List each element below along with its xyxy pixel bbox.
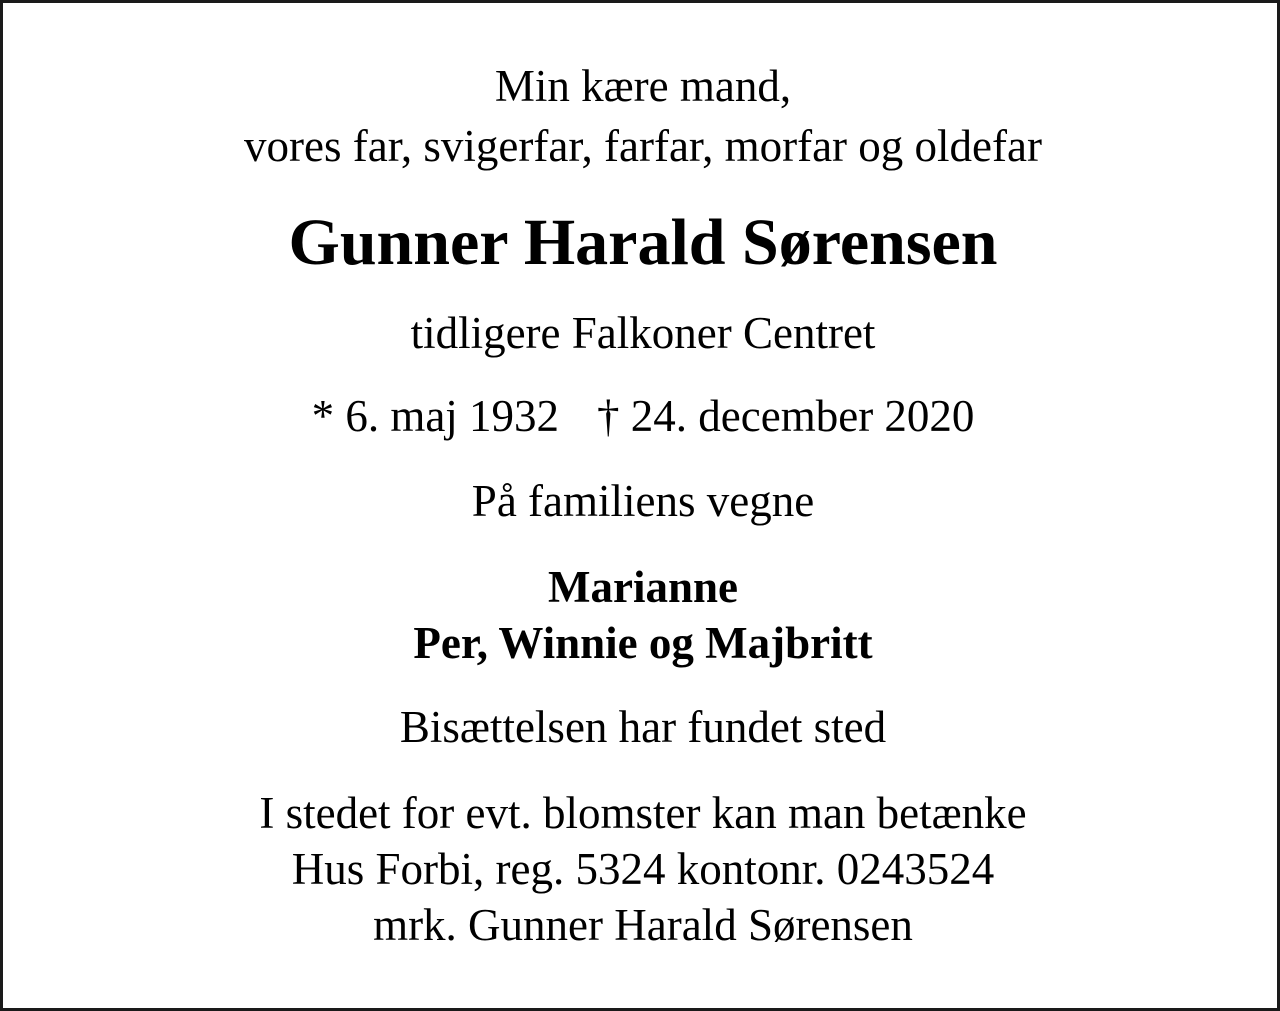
- donation-line-1: I stedet for evt. blomster kan man betænke: [259, 788, 1027, 838]
- birth-date: * 6. maj 1932: [311, 391, 560, 441]
- mourner-line-2: Per, Winnie og Majbritt: [413, 618, 873, 668]
- mourner-line-1: Marianne: [548, 562, 738, 612]
- life-dates: [3, 388, 1280, 444]
- death-date: † 24. december 2020: [597, 391, 975, 441]
- service-note: Bisættelsen har fundet sted: [399, 702, 887, 752]
- deceased-name: Gunner Harald Sørensen: [288, 206, 998, 279]
- donation-line-3: mrk. Gunner Harald Sørensen: [373, 900, 913, 950]
- affiliation: tidligere Falkoner Centret: [410, 308, 876, 358]
- on-behalf-line: På familiens vegne: [471, 476, 815, 526]
- donation-line-2: Hus Forbi, reg. 5324 kontonr. 0243524: [291, 844, 995, 894]
- intro-line-2: vores far, svigerfar, farfar, morfar og oldefar: [244, 121, 1042, 171]
- intro-line-1: Min kære mand,: [494, 61, 792, 111]
